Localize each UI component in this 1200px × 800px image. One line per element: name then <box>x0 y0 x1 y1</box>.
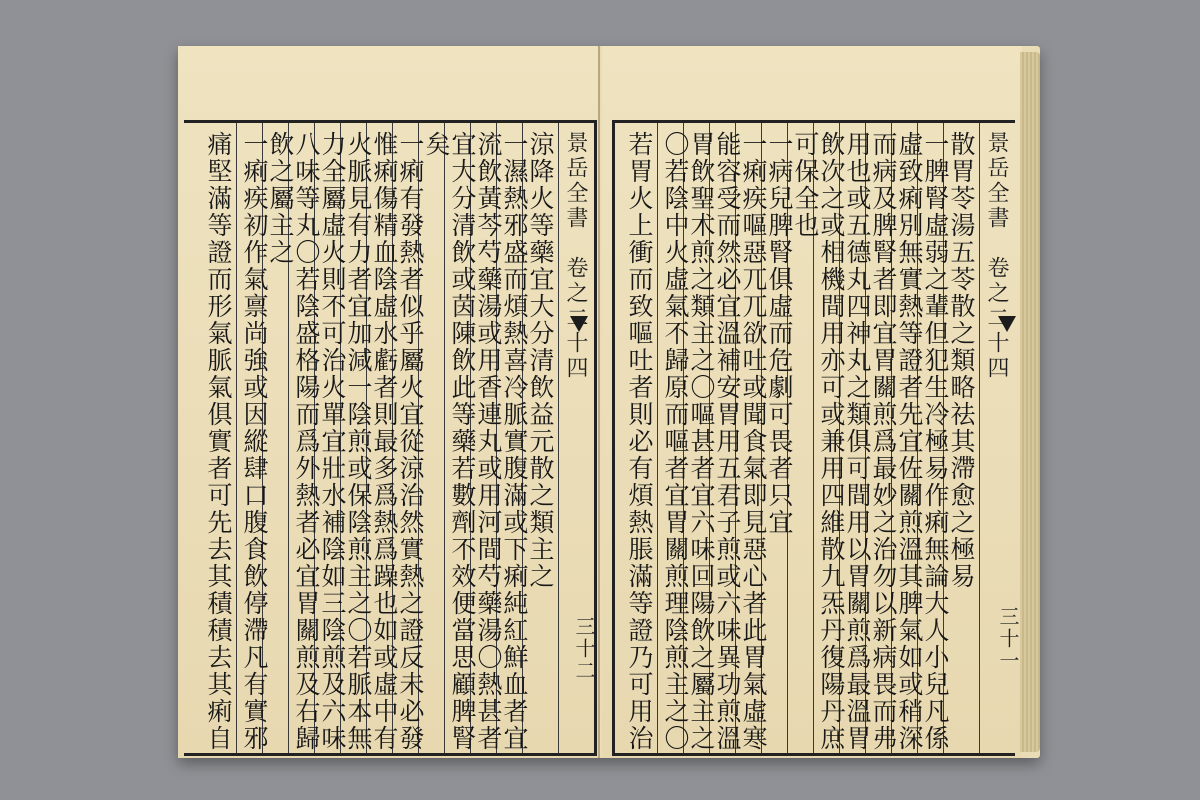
left-col-12: 一痢疾初作氣禀尚強或因縱肆口腹食飲停滯凡有實邪 <box>236 123 272 753</box>
right-fold-marker <box>998 316 1016 332</box>
right-page <box>602 46 1022 758</box>
left-col-7: 惟痢傷精血陰虛水虧者則最多爲熱爲躁也如或虛中有 <box>366 123 402 753</box>
right-col-5: 用也或五德丸四神丸之類俱可間用以胃關煎爲最溫胃 <box>839 123 875 753</box>
left-page-text-frame <box>184 120 597 756</box>
left-col-2: 一濕熱邪盛而煩熱喜冷脈實腹滿或下痢純紅鮮血者宜 <box>496 123 532 753</box>
right-col-2: 一脾腎虛弱之輩但犯生冷極易作痢無論大人小兒凡係 <box>917 123 953 753</box>
left-col-6: 一痢有發熱者似乎屬火宜從涼治然實熱之證反未必發 <box>392 123 428 753</box>
right-col-6: 飲次之或相機間用亦可或兼用四維散九炁丹復陽丹庶 <box>813 123 849 753</box>
right-col-13: 若胃火上衝而致嘔吐者則必有煩熱脹滿等證乃可用治 <box>625 131 654 752</box>
right-col-3: 虛致痢別無實熱等證者先宜佐關煎溫其脾氣如或稍深 <box>891 123 927 753</box>
left-page-number: 三十二 <box>572 616 596 682</box>
right-col-8: 一病兒脾腎俱虛而危劇可畏者只宜 <box>761 123 797 753</box>
right-col-12: 〇若陰中火虛氣不歸原而嘔者宜胃關煎理陰煎主之〇 <box>657 123 693 753</box>
left-col-1: 涼降火等藥宜大分清飲益元散之類主之 <box>522 123 558 753</box>
right-col-11: 胃飲聖术煎之類主之〇嘔甚者宜六味回陽飲之屬主之 <box>683 123 719 753</box>
right-col-10: 能容受而然必宜溫補安胃用五君子煎或六味異功煎溫 <box>709 123 745 753</box>
left-fold-marker <box>570 316 588 332</box>
right-page-heading: 景岳全書 卷之二十四 <box>979 123 1013 753</box>
right-page-text-frame <box>612 120 1015 756</box>
left-page <box>178 46 600 758</box>
left-col-13: 痛堅滿等證而形氣脈氣俱實者可先去其積積去其痢自 <box>204 131 233 752</box>
right-col-1: 散胃苓湯五苓散之類略祛其滯愈之極易 <box>943 123 979 753</box>
left-col-3: 流飲黃芩芍藥湯或用香連丸或用河間芍藥湯〇熱甚者 <box>470 123 506 753</box>
left-col-4: 宜大分清飲或茵陳飲此等藥若數劑不效便當思顧脾腎 <box>444 123 480 753</box>
right-col-9: 一痢疾嘔惡兀兀欲吐或聞食氣即見惡心者此胃氣虛寒 <box>735 123 771 753</box>
right-page-number: 三十一 <box>996 606 1020 672</box>
right-col-4: 而病及脾腎者即宜胃關煎爲最妙之治勿以新病畏而弗 <box>865 123 901 753</box>
left-col-10: 八味等丸〇若陰盛格陽而爲外熱者必宜胃關煎及右歸 <box>288 123 324 753</box>
left-col-9: 力全屬虛火則不可治火單宜壯水補陰如三陰煎及六味 <box>314 123 350 753</box>
page-stack-edge <box>1020 52 1040 752</box>
left-col-11: 飲之屬主之 <box>262 123 298 753</box>
left-col-8: 火脈見有力者宜加減一陰煎或保陰煎主之〇若脈本無 <box>340 123 376 753</box>
left-page-heading: 景岳全書 卷之二十四 <box>558 123 592 753</box>
open-book <box>178 46 1040 758</box>
right-col-7: 可保全也 <box>787 123 823 753</box>
left-col-5: 矣 <box>418 123 454 753</box>
